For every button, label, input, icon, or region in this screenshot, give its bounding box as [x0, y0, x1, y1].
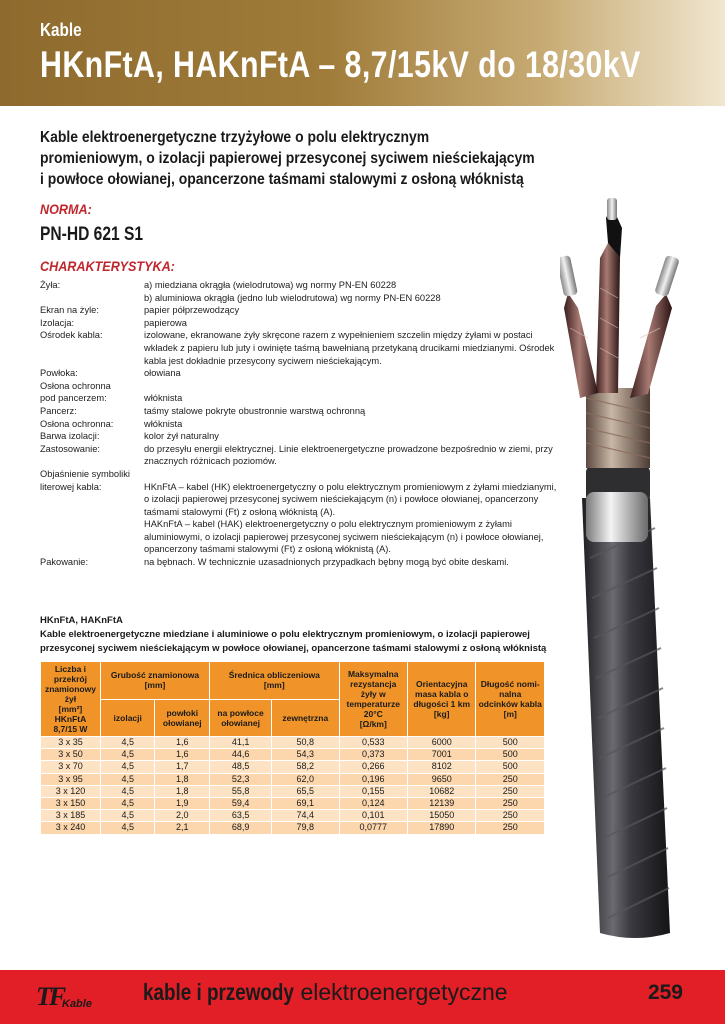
page-number: 259 [647, 981, 683, 1004]
characteristic-row [40, 392, 560, 405]
table-cell: 12139 [407, 797, 475, 809]
header-text: Długość nomi-nalna odcinków kabla [478, 679, 542, 709]
table-cell: 0,124 [339, 797, 407, 809]
table-cell: 54,3 [272, 749, 339, 761]
header-unit: [mm] [263, 680, 285, 691]
characteristic-row [40, 481, 560, 519]
table-cell: 4,5 [100, 749, 155, 761]
header-on-sheath: na powłoce ołowianej [210, 699, 272, 737]
characteristics-label: CHARAKTERYSTYKA: [40, 258, 175, 274]
table-cell: 48,5 [210, 761, 272, 773]
characteristic-row [40, 556, 560, 569]
table-cell: 1,8 [155, 785, 210, 797]
table-row [41, 797, 545, 809]
table-cell: 1,6 [155, 749, 210, 761]
header-unit: [mm²] [58, 704, 83, 714]
header-outer: zewnętrzna [272, 699, 339, 737]
characteristic-value: HKnFtA – kabel (HK) elektroenergetyczny o polu elektrycznym promieniowym z żyłami miedzianymi, o izolacji papierowej przesyconej syciwem nieściekającym (n) i powłoce ołowianej, opancerzony taśmami stalowymi (Ft) z osłoną włóknistą (A). [144, 481, 557, 517]
header-text: Liczba i przekrój znamionowy żył [44, 664, 96, 704]
table-cell: 250 [476, 797, 545, 809]
table-cell: 4,5 [100, 822, 155, 834]
table-cell: 250 [476, 773, 545, 785]
cable-cross-section-image [560, 198, 725, 938]
table-cell: 0,533 [339, 737, 407, 749]
characteristic-key [40, 292, 144, 305]
table-cell: 4,5 [100, 761, 155, 773]
header-unit: [m] [503, 709, 517, 719]
characteristic-row [40, 367, 560, 380]
characteristic-value: izolowane, ekranowane żyły skręcone razem z wypełnieniem szczelin między żyłami w postaci wkładek z papieru lub juty i owinięte taśmą bawełnianą przetykaną drucikami miedzianymi. Ośrodek kabla jest dokładnie przesycony syciwem nieściekającym. [144, 330, 555, 366]
table-cell: 62,0 [272, 773, 339, 785]
characteristic-row [40, 443, 560, 468]
characteristic-value: na bębnach. W technicznie uzasadnionych przypadkach bębny mogą być obite deskami. [144, 557, 509, 568]
table-title: HKnFtA, HAKnFtA [40, 615, 123, 626]
table-cell: 7001 [407, 749, 475, 761]
table-cell: 15050 [407, 810, 475, 822]
table-cell: 1,7 [155, 761, 210, 773]
header-text: 8,7/15 W [53, 724, 88, 734]
table-row [41, 761, 545, 773]
table-cell: 3 x 35 [41, 737, 101, 749]
norma-label: NORMA: [40, 201, 92, 217]
table-cell: 3 x 120 [41, 785, 101, 797]
table-cell: 1,9 [155, 797, 210, 809]
table-cell: 1,6 [155, 737, 210, 749]
tagline-bold: kable i przewody [143, 979, 294, 1005]
table-cell: 44,6 [210, 749, 272, 761]
header-text: Maksymalna rezystancja żyły w temperaturze 20°C [346, 669, 400, 719]
table-cell: 0,0777 [339, 822, 407, 834]
characteristic-row [40, 317, 560, 330]
header-unit: [Ω/km] [359, 719, 387, 729]
table-cell: 2,0 [155, 810, 210, 822]
characteristic-value: kolor żył naturalny [144, 431, 219, 442]
table-cell: 250 [476, 785, 545, 797]
lead-line: promieniowym, o izolacji papierowej przesyconej syciwem nieściekającym [40, 150, 535, 167]
table-cell: 0,196 [339, 773, 407, 785]
characteristic-value: włóknista [144, 418, 183, 429]
page-footer [0, 970, 725, 1024]
table-cell: 8102 [407, 761, 475, 773]
tf-kable-logo [36, 982, 106, 1014]
norma-value: PN-HD 621 S1 [40, 224, 144, 245]
table-row [41, 737, 545, 749]
characteristic-value: taśmy stalowe pokryte obustronnie warstwą ochronną [144, 405, 366, 416]
header-unit: [mm] [144, 680, 166, 691]
header-unit: [kg] [433, 709, 450, 719]
characteristic-key: Ośrodek kabla: [40, 330, 103, 341]
table-cell: 500 [476, 761, 545, 773]
characteristic-value: papier półprzewodzący [144, 305, 240, 316]
lead-description [40, 127, 535, 190]
characteristic-value: ołowiana [144, 368, 181, 379]
table-row [41, 773, 545, 785]
footer-tagline [143, 979, 508, 1006]
header-lead-sheath: powłoki ołowianej [155, 699, 210, 737]
characteristic-row [40, 380, 560, 393]
characteristic-value: włóknista [144, 393, 183, 404]
table-cell: 1,8 [155, 773, 210, 785]
table-row [41, 822, 545, 834]
characteristic-key: Izolacja: [40, 317, 75, 328]
table-cell: 4,5 [100, 737, 155, 749]
table-cell: 79,8 [272, 822, 339, 834]
characteristic-value: a) miedziana okrągła (wielodrutowa) wg normy PN-EN 60228 [144, 280, 397, 290]
table-cell: 58,2 [272, 761, 339, 773]
table-cell: 9650 [407, 773, 475, 785]
characteristic-row [40, 279, 560, 292]
table-cell: 41,1 [210, 737, 272, 749]
characteristic-row [40, 418, 560, 431]
tagline-light: elektroenergetyczne [300, 979, 508, 1005]
characteristic-value: papierowa [144, 317, 187, 328]
table-cell: 3 x 50 [41, 749, 101, 761]
header-text: Średnica obliczeniowa [228, 670, 320, 681]
characteristic-key: Ekran na żyle: [40, 305, 99, 316]
page-header [0, 0, 725, 106]
table-row [41, 749, 545, 761]
characteristic-value [144, 380, 560, 393]
table-cell: 6000 [407, 737, 475, 749]
characteristic-value: HAKnFtA – kabel (HAK) elektroenergetyczny o polu elektrycznym promieniowym z żyłami aluminiowymi, o izolacji papierowej przesyconej syciwem nieściekającym (n) i powłoce ołowianej, opancerzony taśmami stalowymi (Ft) z osłoną włóknistą (A). [144, 519, 544, 555]
characteristic-row [40, 468, 560, 481]
characteristic-key [40, 518, 144, 556]
table-row [41, 810, 545, 822]
table-cell: 4,5 [100, 773, 155, 785]
header-thickness [100, 662, 209, 700]
characteristic-key: Pancerz: [40, 405, 77, 416]
table-cell: 10682 [407, 785, 475, 797]
characteristics-list [40, 279, 560, 569]
characteristic-key: Osłona ochronna [40, 380, 111, 391]
table-cell: 250 [476, 822, 545, 834]
table-cell: 69,1 [272, 797, 339, 809]
table-cell: 3 x 185 [41, 810, 101, 822]
page-title: HKnFtA, HAKnFtA – 8,7/15kV do 18/30kV [40, 44, 641, 85]
table-cell: 4,5 [100, 797, 155, 809]
table-cell: 4,5 [100, 810, 155, 822]
table-cell: 250 [476, 810, 545, 822]
table-cell: 55,8 [210, 785, 272, 797]
table-subtitle: Kable elektroenergetyczne miedziane i aluminiowe o polu elektrycznym promieniowym, o izolacji papierowej przesyconej syciwem nieściekającym w powłoce ołowianej, opancerzone taśmami stalowymi z osłoną włóknistą [40, 629, 547, 654]
header-mass [407, 662, 475, 737]
table-cell: 500 [476, 749, 545, 761]
table-row [41, 785, 545, 797]
table-cell: 74,4 [272, 810, 339, 822]
table-cell: 4,5 [100, 785, 155, 797]
table-cell: 0,373 [339, 749, 407, 761]
section-kicker: Kable [40, 20, 82, 40]
header-text: Orientacyjna masa kabla o długości 1 km [413, 679, 471, 709]
characteristic-row [40, 329, 560, 367]
table-cell: 59,4 [210, 797, 272, 809]
characteristic-row [40, 518, 560, 556]
characteristic-key: Objaśnienie symboliki [40, 468, 130, 479]
characteristic-key: literowej kabla: [40, 481, 102, 492]
characteristic-value [144, 468, 560, 481]
table-cell: 0,155 [339, 785, 407, 797]
table-cell: 0,101 [339, 810, 407, 822]
characteristic-key: Żyła: [40, 280, 61, 290]
table-cell: 50,8 [272, 737, 339, 749]
characteristic-key: Powłoka: [40, 368, 78, 379]
header-text: HKnFtA [54, 714, 87, 724]
table-cell: 52,3 [210, 773, 272, 785]
table-cell: 2,1 [155, 822, 210, 834]
table-cell: 17890 [407, 822, 475, 834]
header-length [476, 662, 545, 737]
cable-parameters-table [40, 661, 545, 835]
characteristic-key: Barwa izolacji: [40, 431, 100, 442]
lead-line: i powłoce ołowianej, opancerzone taśmami stalowymi z osłoną włóknistą [40, 171, 524, 188]
characteristic-value: b) aluminiowa okrągła (jedno lub wielodrutowa) wg normy PN-EN 60228 [144, 292, 441, 303]
table-cell: 63,5 [210, 810, 272, 822]
header-cross-section [41, 662, 101, 737]
characteristic-row [40, 430, 560, 443]
characteristic-row [40, 405, 560, 418]
table-cell: 3 x 240 [41, 822, 101, 834]
logo-text: Kable [62, 998, 92, 1010]
table-cell: 3 x 95 [41, 773, 101, 785]
characteristic-key: Pakowanie: [40, 557, 89, 568]
characteristic-key: pod pancerzem: [40, 393, 107, 404]
characteristic-key: Osłona ochronna: [40, 418, 114, 429]
logo-mark: TF [36, 982, 64, 1011]
table-cell: 3 x 70 [41, 761, 101, 773]
table-cell: 0,266 [339, 761, 407, 773]
header-insulation: izolacji [100, 699, 155, 737]
table-cell: 65,5 [272, 785, 339, 797]
table-cell: 3 x 150 [41, 797, 101, 809]
characteristic-value: do przesyłu energii elektrycznej. Linie elektroenergetyczne prowadzone bezpośrednio w ziemi, przy znacznych różnicach poziomów. [144, 443, 553, 467]
header-diameter [210, 662, 339, 700]
header-resistance [339, 662, 407, 737]
characteristic-row [40, 304, 560, 317]
lead-line: Kable elektroenergetyczne trzyżyłowe o polu elektrycznym [40, 129, 430, 146]
table-cell: 68,9 [210, 822, 272, 834]
characteristic-key: Zastosowanie: [40, 443, 100, 454]
table-cell: 500 [476, 737, 545, 749]
header-text: Grubość znamionowa [110, 670, 200, 681]
characteristic-row [40, 292, 560, 305]
